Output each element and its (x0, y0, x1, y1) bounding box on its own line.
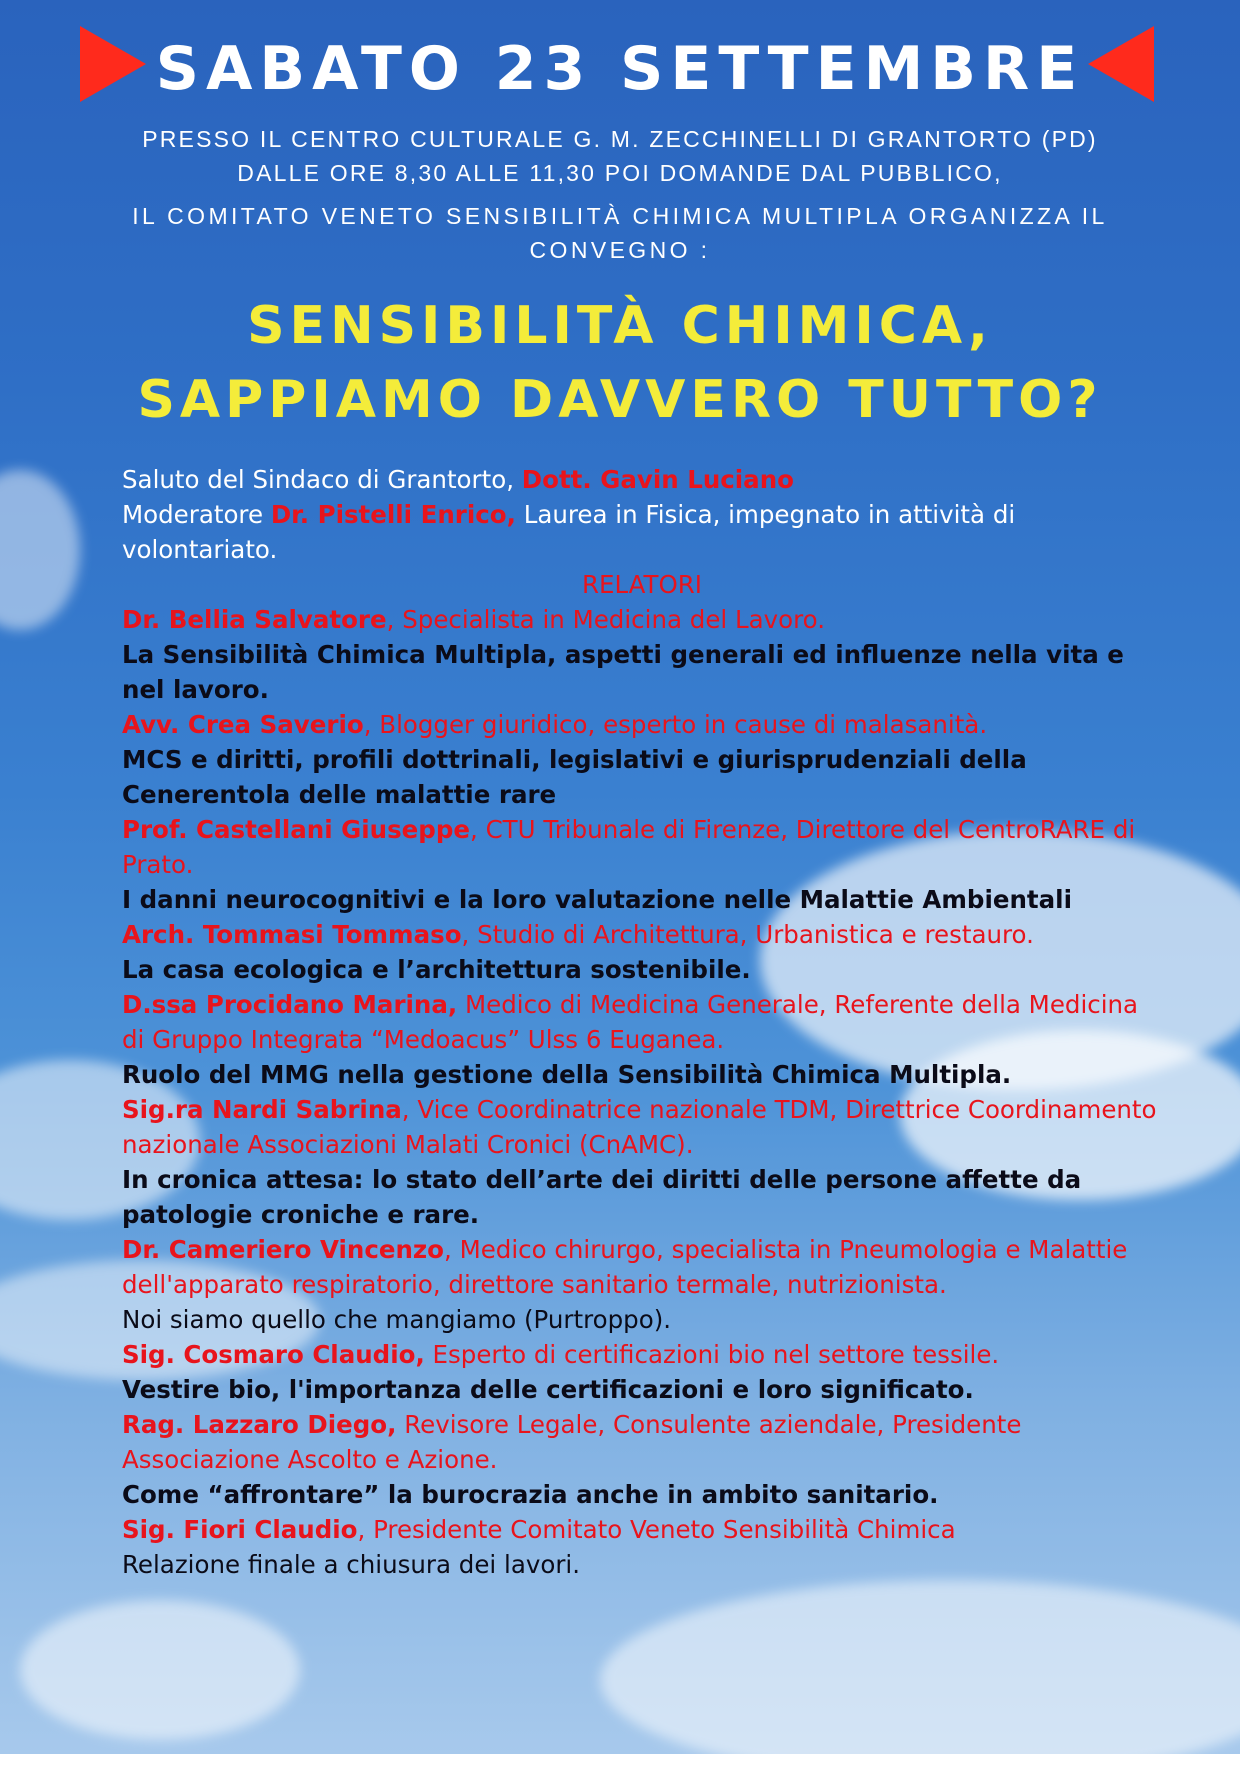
conference-title-line1: SENSIBILITÀ CHIMICA, (247, 296, 993, 356)
speaker-1 (122, 602, 1162, 707)
talk-title: Relazione finale a chiusura dei lavori. (122, 1550, 580, 1579)
speaker-name: D.ssa Procidano Marina, (122, 990, 458, 1019)
talk-title: MCS e diritti, profili dottrinali, legislativi e giurisprudenziali della Cenerentola delle malattie rare (122, 745, 1027, 809)
speaker-7 (122, 1232, 1162, 1337)
speaker-role: , Medico chirurgo, specialista in Pneumologia e Malattie dell'apparato respiratorio, direttore sanitario termale, nutrizionista. (122, 1235, 1128, 1299)
speaker-6 (122, 1092, 1162, 1232)
convegno-line: CONVEGNO : (529, 237, 711, 263)
talk-title: Come “affrontare” la burocrazia anche in ambito sanitario. (122, 1480, 939, 1509)
speaker-role: , Presidente Comitato Veneto Sensibilità Chimica (357, 1515, 956, 1544)
speaker-10 (122, 1512, 1162, 1582)
speaker-name: Sig. Cosmaro Claudio, (122, 1340, 425, 1369)
speaker-role: , CTU Tribunale di Firenze, Direttore del CentroRARE di Prato. (122, 815, 1136, 879)
talk-title: In cronica attesa: lo stato dell’arte dei diritti delle persone affette da patologie croniche e rare. (122, 1165, 1082, 1229)
mayor-name: Dott. Gavin Luciano (521, 465, 794, 494)
moderator-label: Moderatore (122, 500, 271, 529)
speaker-role: , Blogger giuridico, esperto in cause di malasanità. (363, 710, 988, 739)
talk-title: Vestire bio, l'importanza delle certificazioni e loro significato. (122, 1375, 974, 1404)
talk-title: Noi siamo quello che mangiamo (Purtroppo). (122, 1305, 672, 1334)
speaker-name: Dr. Cameriero Vincenzo (122, 1235, 445, 1264)
speaker-role: , Vice Coordinatrice nazionale TDM, Direttrice Coordinamento nazionale Associazioni Malati Cronici (CnAMC). (122, 1095, 1157, 1159)
speaker-name: Sig. Fiori Claudio (122, 1515, 358, 1544)
conference-title-line2: SAPPIAMO DAVVERO TUTTO? (137, 370, 1103, 430)
speaker-5 (122, 987, 1162, 1092)
event-date: SABATO 23 SETTEMBRE (155, 34, 1085, 104)
speaker-role: , Specialista in Medicina del Lavoro. (386, 605, 826, 634)
speaker-8 (122, 1337, 1162, 1407)
talk-title: La casa ecologica e l’architettura sostenibile. (122, 955, 751, 984)
speaker-name: Dr. Bellia Salvatore (122, 605, 387, 634)
organizer-line: IL COMITATO VENETO SENSIBILITÀ CHIMICA MULTIPLA ORGANIZZA IL (132, 203, 1108, 229)
talk-title: I danni neurocognitivi e la loro valutazione nelle Malattie Ambientali (122, 885, 1072, 914)
moderator-name: Dr. Pistelli Enrico, (270, 500, 516, 529)
talk-title: Ruolo del MMG nella gestione della Sensibilità Chimica Multipla. (122, 1060, 1012, 1089)
speaker-role: Medico di Medicina Generale, Referente della Medicina di Gruppo Integrata “Medoacus” Ulss 6 Euganea. (122, 990, 1139, 1054)
speaker-name: Sig.ra Nardi Sabrina (122, 1095, 402, 1124)
moderator (122, 497, 1162, 567)
greeting (122, 462, 1162, 497)
program (122, 462, 1162, 1582)
speaker-9 (122, 1407, 1162, 1512)
greeting-text: Saluto del Sindaco di Grantorto, (122, 465, 522, 494)
speaker-2 (122, 707, 1162, 812)
speaker-name: Avv. Crea Saverio (122, 710, 364, 739)
speaker-4 (122, 917, 1162, 987)
speaker-role: Revisore Legale, Consulente aziendale, Presidente Associazione Ascolto e Azione. (122, 1410, 1022, 1474)
speaker-role: , Studio di Architettura, Urbanistica e restauro. (461, 920, 1034, 949)
speaker-role: Esperto di certificazioni bio nel settore tessile. (424, 1340, 1000, 1369)
relatori-heading: RELATORI (581, 570, 703, 599)
venue-line: PRESSO IL CENTRO CULTURALE G. M. ZECCHINELLI DI GRANTORTO (PD) (142, 126, 1098, 152)
talk-title: La Sensibilità Chimica Multipla, aspetti generali ed influenze nella vita e nel lavoro. (122, 640, 1124, 704)
speaker-name: Arch. Tommasi Tommaso (122, 920, 462, 949)
speaker-3 (122, 812, 1162, 917)
time-line: DALLE ORE 8,30 ALLE 11,30 POI DOMANDE DAL PUBBLICO, (237, 160, 1003, 186)
speaker-name: Rag. Lazzaro Diego, (122, 1410, 397, 1439)
moderator-desc: Laurea in Fisica, impegnato in attività di volontariato. (122, 500, 1016, 564)
speaker-name: Prof. Castellani Giuseppe (122, 815, 470, 844)
